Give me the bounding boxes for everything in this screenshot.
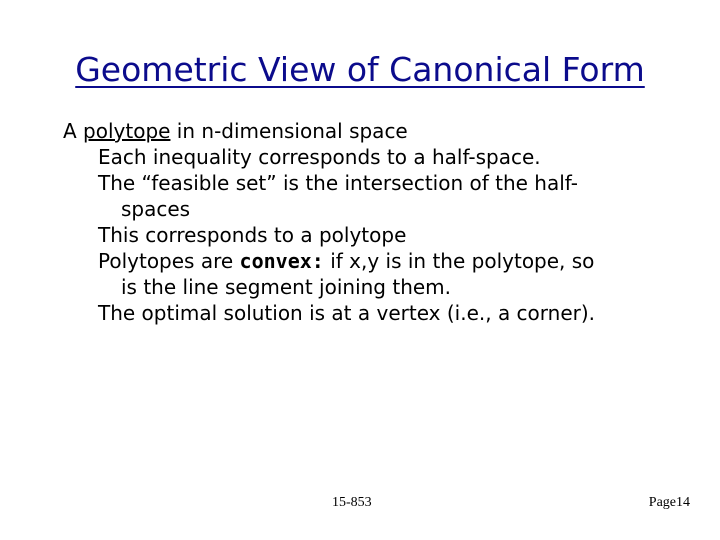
bullet-main-emphasis: polytope: [83, 119, 171, 143]
sub-item-5: The optimal solution is at a vertex (i.e., a corner).: [98, 301, 596, 325]
sub-item-4-b: if x,y is in the polytope, so: [323, 249, 595, 273]
sub-item-2-cont: spaces: [121, 197, 191, 221]
sub-item-4-cont: is the line segment joining them.: [121, 275, 452, 299]
sub-item-4-a: Polytopes are: [98, 249, 240, 273]
footer-course: 15-853: [332, 495, 372, 510]
footer-page: Page14: [648, 495, 690, 510]
sub-item-2: The “feasible set” is the intersection of the half-: [98, 171, 578, 195]
sub-item-4-bold: convex:: [239, 249, 324, 273]
sub-item-4: [63, 248, 703, 274]
sub-item-3: This corresponds to a polytope: [98, 223, 407, 247]
bullet-main-prefix: A: [63, 119, 84, 143]
bullet-main: [63, 118, 703, 144]
slide-content: [63, 118, 703, 326]
sub-item-1: Each inequality corresponds to a half-space.: [98, 145, 541, 169]
slide-title: Geometric View of Canonical Form: [75, 50, 645, 89]
bullet-main-suffix: in n-dimensional space: [170, 119, 408, 143]
